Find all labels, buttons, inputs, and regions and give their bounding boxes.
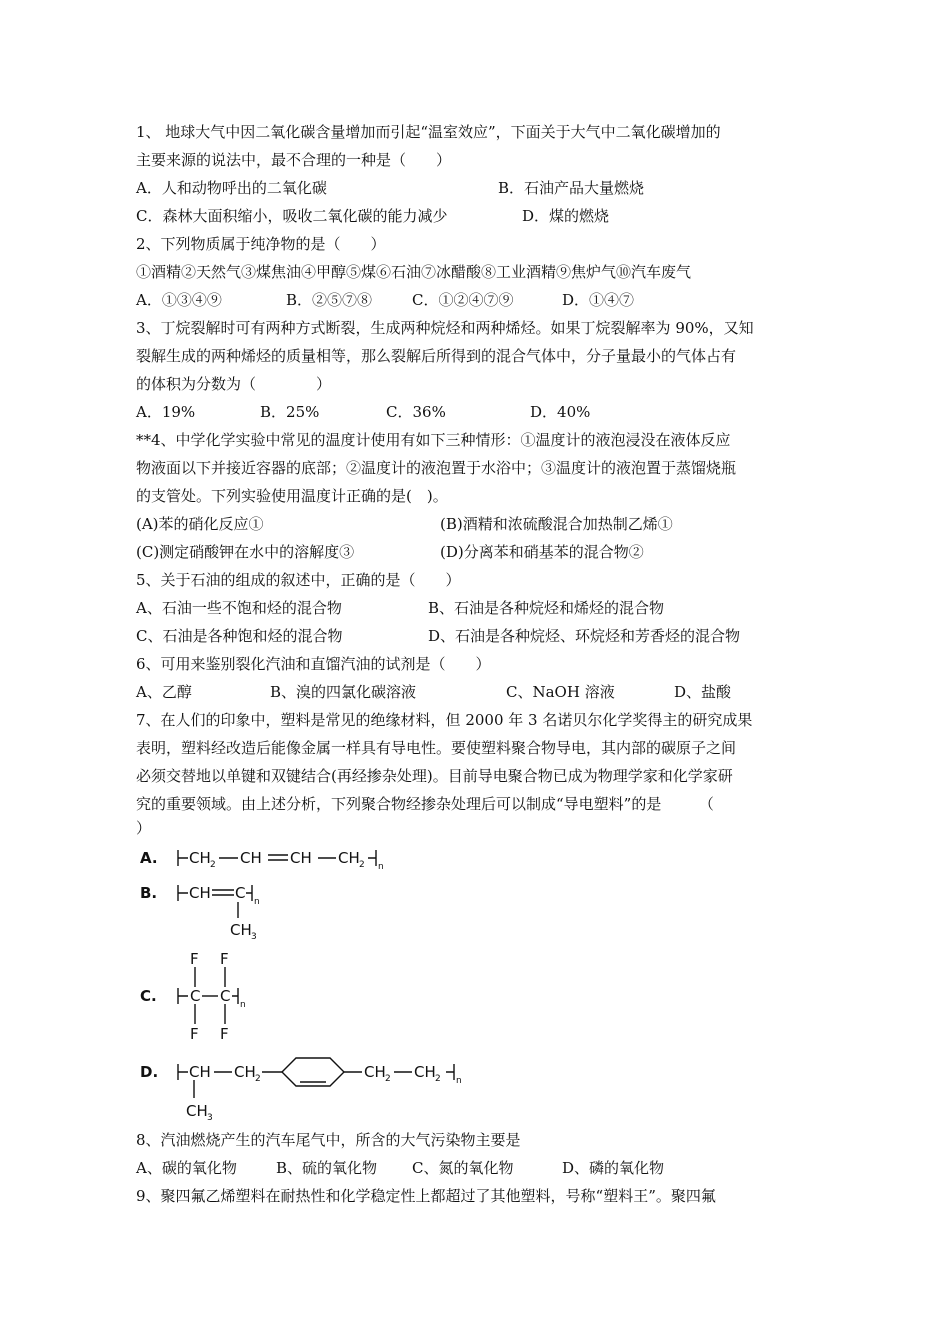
q7-label-b: B. xyxy=(140,884,158,902)
q6-option-d: D、盐酸 xyxy=(674,683,732,701)
q8-option-c: C、氮的氧化物 xyxy=(412,1159,514,1177)
q1-option-c: C．森林大面积缩小，吸收二氧化碳的能力减少 xyxy=(136,207,448,225)
q7-a-ch-2: CH xyxy=(290,849,312,867)
q6-option-c: C、NaOH 溶液 xyxy=(506,683,615,701)
q7-a-ch2-1: CH xyxy=(189,849,211,867)
q7-stem-line1: 7、在人们的印象中，塑料是常见的绝缘材料，但 2000 年 3 名诺贝尔化学奖得主的研究成果 xyxy=(136,711,753,729)
q7-c-f-top-1: F xyxy=(190,950,199,968)
q7-d-ch: CH xyxy=(189,1063,211,1081)
q5-stem-line1: 5、关于石油的组成的叙述中，正确的是（ ） xyxy=(136,571,461,589)
q3-option-b: B．25% xyxy=(260,403,320,421)
q7-d-ch3: CH xyxy=(186,1102,208,1120)
q1-stem-line2: 主要来源的说法中，最不合理的一种是（ ） xyxy=(136,151,452,169)
q6-stem-line1: 6、可用来鉴别裂化汽油和直馏汽油的试剂是（ ） xyxy=(136,655,491,673)
q7-d-ch2-3: CH xyxy=(414,1063,436,1081)
q7-c-f-top-2: F xyxy=(220,950,229,968)
q3-stem-line1: 3、丁烷裂解时可有两种方式断裂，生成两种烷烃和两种烯烃。如果丁烷裂解率为 90%，又知 xyxy=(136,319,754,337)
q7-b-sub-3: 3 xyxy=(251,932,257,942)
q4-option-c: (C)测定硝酸钾在水中的溶解度③ xyxy=(136,543,355,561)
q7-stem-line3: 必须交替地以单键和双键结合(再经掺杂处理)。目前导电聚合物已成为物理学家和化学家研 xyxy=(136,767,733,785)
q7-label-a: A. xyxy=(140,849,158,867)
q7-stem-line4: 究的重要领域。由上述分析，下列聚合物经掺杂处理后可以制成“导电塑料”的是 （ xyxy=(136,795,714,813)
q4-stem-line1: **4、中学化学实验中常见的温度计使用有如下三种情形：①温度计的液泡浸没在液体反应 xyxy=(136,431,731,449)
q6-option-b: B、溴的四氯化碳溶液 xyxy=(270,683,417,701)
q3-option-d: D．40% xyxy=(530,403,591,421)
q2-option-d: D．①④⑦ xyxy=(562,291,635,309)
q3-stem-line3: 的体积为分数为（ ） xyxy=(136,375,332,393)
q7-d-n: n xyxy=(456,1076,462,1086)
q3-stem-line2: 裂解生成的两种烯烃的质量相等，那么裂解后所得到的混合气体中，分子量最小的气体占有 xyxy=(136,347,737,365)
q7-c-n: n xyxy=(240,1000,246,1010)
q7-a-sub-1: 2 xyxy=(210,860,216,870)
q2-stem-line2: ①酒精②天然气③煤焦油④甲醇⑤煤⑥石油⑦冰醋酸⑧工业酒精⑨焦炉气⑩汽车废气 xyxy=(136,263,692,281)
q7-b-c: C xyxy=(235,884,246,902)
q4-option-b: (B)酒精和浓硫酸混合加热制乙烯① xyxy=(440,515,673,533)
q7-c-f-bottom-1: F xyxy=(190,1025,199,1043)
q7-c-c-1: C xyxy=(190,987,201,1005)
q7-a-sub-2: 2 xyxy=(359,860,365,870)
q3-option-c: C．36% xyxy=(386,403,446,421)
q5-option-a: A、石油一些不饱和烃的混合物 xyxy=(136,599,342,617)
q5-option-d: D、石油是各种烷烃、环烷烃和芳香烃的混合物 xyxy=(428,627,741,645)
q7-d-sub-3: 2 xyxy=(435,1074,441,1084)
q2-option-c: C．①②④⑦⑨ xyxy=(412,291,514,309)
q7-a-ch2-2: CH xyxy=(338,849,360,867)
q5-option-b: B、石油是各种烷烃和烯烃的混合物 xyxy=(428,599,665,617)
q7-stem-line5: ） xyxy=(136,819,152,837)
q7-d-sub-2: 2 xyxy=(385,1074,391,1084)
q7-d-sub-1: 2 xyxy=(255,1074,261,1084)
q7-structures xyxy=(0,840,950,1140)
q8-option-b: B、硫的氧化物 xyxy=(276,1159,378,1177)
q7-d-sub-ch3: 3 xyxy=(207,1113,213,1123)
q1-stem-line1: 1、 地球大气中因二氧化碳含量增加而引起“温室效应”，下面关于大气中二氧化碳增加的 xyxy=(136,123,721,141)
q8-stem-line1: 8、汽油燃烧产生的汽车尾气中，所含的大气污染物主要是 xyxy=(136,1131,521,1149)
q4-stem-line3: 的支管处。下列实验使用温度计正确的是( )。 xyxy=(136,487,448,505)
q8-option-a: A、碳的氧化物 xyxy=(136,1159,237,1177)
q2-option-b: B．②⑤⑦⑧ xyxy=(286,291,373,309)
q7-b-n: n xyxy=(254,897,260,907)
q7-d-ch2-1: CH xyxy=(234,1063,256,1081)
q4-stem-line2: 物液面以下并接近容器的底部；②温度计的液泡置于水浴中；③温度计的液泡置于蒸馏烧瓶 xyxy=(136,459,737,477)
q3-option-a: A．19% xyxy=(136,403,196,421)
q7-label-d: D. xyxy=(140,1063,159,1081)
q7-d-ch2-2: CH xyxy=(364,1063,386,1081)
q7-label-c: C. xyxy=(140,987,157,1005)
q7-stem-line2: 表明，塑料经改造后能像金属一样具有导电性。要使塑料聚合物导电，其内部的碳原子之间 xyxy=(136,739,737,757)
q7-b-ch3: CH xyxy=(230,921,252,939)
q2-stem-line1: 2、下列物质属于纯净物的是（ ） xyxy=(136,235,386,253)
q9-stem-line1: 9、聚四氟乙烯塑料在耐热性和化学稳定性上都超过了其他塑料，号称“塑料王”。聚四氟 xyxy=(136,1187,716,1205)
q2-option-a: A．①③④⑨ xyxy=(136,291,222,309)
q7-c-f-bottom-2: F xyxy=(220,1025,229,1043)
q1-option-d: D．煤的燃烧 xyxy=(522,207,610,225)
q1-option-b: B．石油产品大量燃烧 xyxy=(498,179,645,197)
q5-option-c: C、石油是各种饱和烃的混合物 xyxy=(136,627,343,645)
q7-a-ch-1: CH xyxy=(240,849,262,867)
q1-option-a: A．人和动物呼出的二氧化碳 xyxy=(136,179,327,197)
q7-a-n: n xyxy=(378,862,384,872)
q4-option-d: (D)分离苯和硝基苯的混合物② xyxy=(440,543,644,561)
q7-b-ch: CH xyxy=(189,884,211,902)
q4-option-a: (A)苯的硝化反应① xyxy=(136,515,264,533)
q8-option-d: D、磷的氧化物 xyxy=(562,1159,665,1177)
q6-option-a: A、乙醇 xyxy=(136,683,192,701)
q7-c-c-2: C xyxy=(220,987,231,1005)
